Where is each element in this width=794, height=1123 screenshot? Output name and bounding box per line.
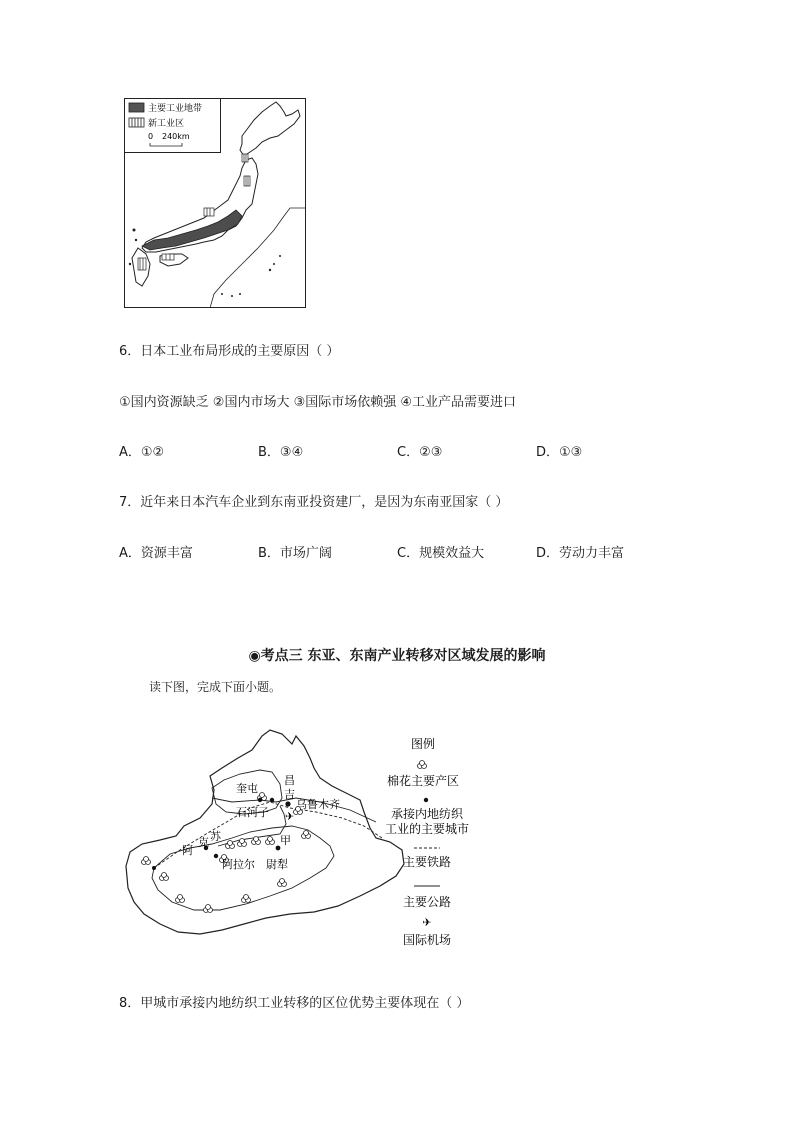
q7-stem: 7．近年来日本汽车企业到东南亚投资建厂，是因为东南亚国家（ ）	[119, 495, 509, 510]
legend-cotton-icon	[418, 761, 427, 769]
section-instruction: 读下图，完成下面小题。	[149, 680, 282, 694]
legend-airport: 国际机场	[402, 933, 452, 947]
q7-option-d[interactable]: D．劳动力丰富	[536, 546, 625, 561]
city-changji-1: 昌	[284, 774, 295, 787]
region-outline	[126, 730, 404, 934]
q6-stem: 6．日本工业布局形成的主要原因（ ）	[119, 344, 340, 359]
xinjiang-map-figure	[120, 728, 500, 958]
legend-highway: 主要公路	[402, 895, 452, 909]
city-kuitun: 奎屯	[236, 782, 258, 795]
legend-city-line1: 承接内地纺织	[390, 807, 464, 821]
legend-city-dot	[424, 798, 428, 802]
city-aksu-2: 克	[198, 836, 209, 849]
q7-option-c[interactable]: C．规模效益大	[397, 546, 485, 561]
japan-map-figure	[124, 98, 306, 308]
q6-option-a[interactable]: A．①②	[119, 445, 165, 460]
section-title: ◉考点三 东亚、东南产业转移对区域发展的影响	[248, 648, 546, 664]
city-aksu-1: 苏	[210, 830, 221, 843]
legend-cotton: 棉花主要产区	[386, 774, 460, 788]
legend-new-industrial-zone: 新工业区	[148, 119, 185, 129]
japan-map	[124, 98, 306, 308]
q6-option-c[interactable]: C．②③	[397, 445, 443, 460]
q8-stem: 8．甲城市承接内地纺织工业转移的区位优势主要体现在（ ）	[119, 996, 470, 1011]
legend-railway: 主要铁路	[402, 855, 452, 869]
legend-industrial-belt: 主要工业地带	[148, 104, 203, 114]
city-jia: 甲	[280, 834, 291, 847]
city-alar: 阿拉尔	[222, 858, 255, 871]
city-shihezi: 石河子	[236, 806, 269, 819]
legend-title: 图例	[410, 737, 436, 751]
legend-airport-icon: ✈	[422, 916, 432, 929]
q7-option-b[interactable]: B．市场广阔	[258, 546, 332, 561]
xinjiang-legend	[385, 736, 469, 947]
airport-icon: ✈	[285, 810, 295, 823]
scale-distance: 240km	[162, 132, 190, 141]
q7-option-a[interactable]: A．资源丰富	[119, 546, 193, 561]
q6-option-b[interactable]: B．③④	[258, 445, 304, 460]
xinjiang-map	[120, 728, 500, 958]
q6-statements: ①国内资源缺乏 ②国内市场大 ③国际市场依赖强 ④工业产品需要进口	[119, 395, 517, 410]
city-urumqi: 乌鲁木齐	[296, 798, 340, 811]
city-korla: 尉犁	[266, 858, 288, 871]
scale-zero: 0	[148, 132, 154, 141]
industrial-belt-swatch	[129, 103, 144, 112]
q6-option-d[interactable]: D．①③	[536, 445, 583, 460]
city-aksu-3: 阿	[182, 844, 193, 857]
city-changji-2: 吉	[284, 788, 295, 801]
legend-city-line2: 工业的主要城市	[384, 822, 470, 836]
new-zone-swatch	[129, 118, 144, 127]
